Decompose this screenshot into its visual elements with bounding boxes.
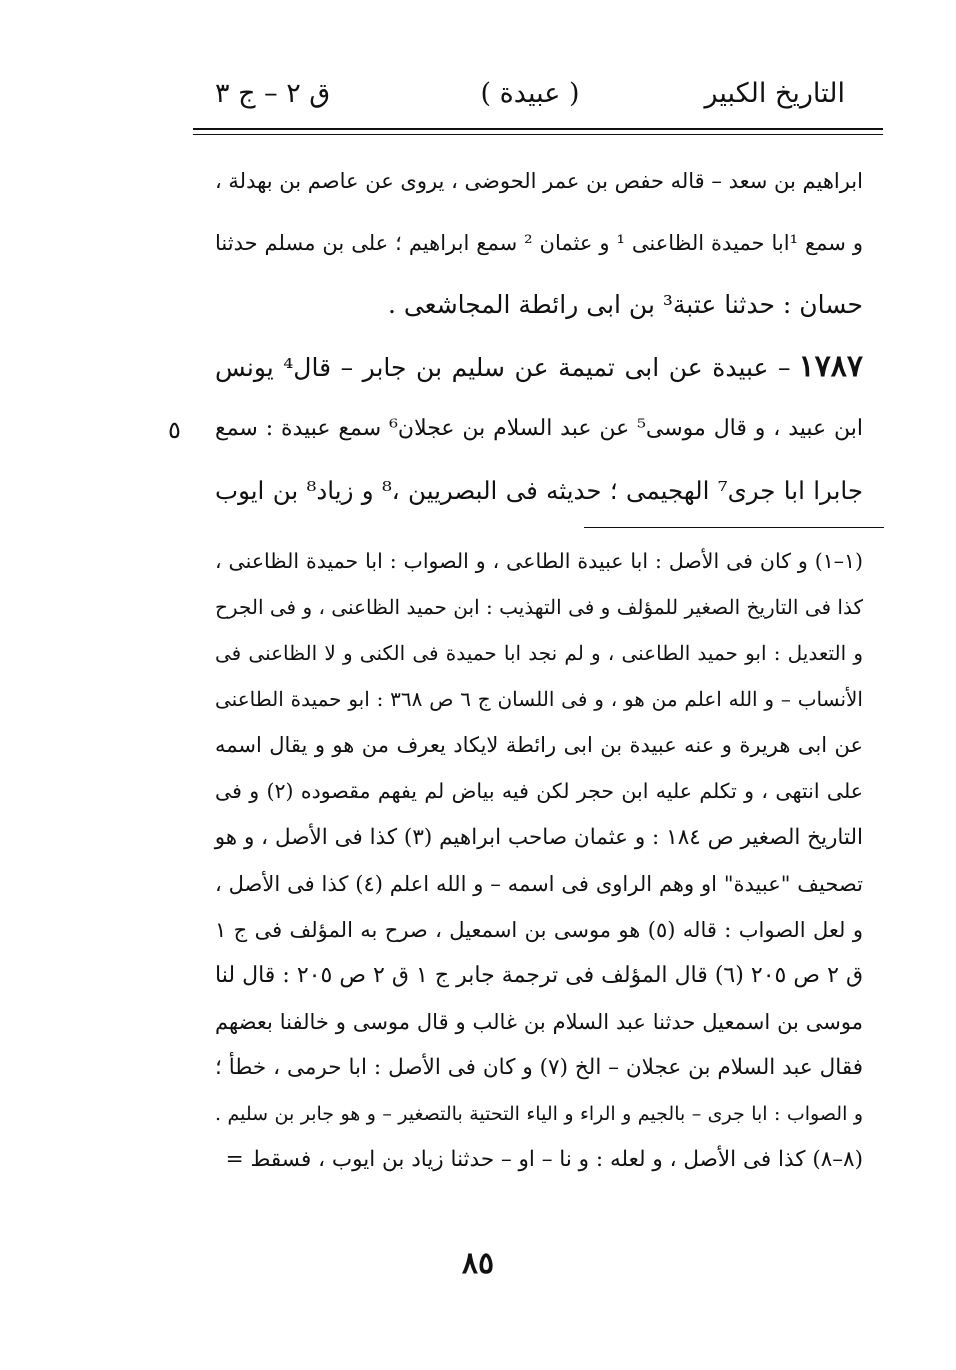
footnote-line: كذا فى التاريخ الصغير للمؤلف و فى التهذيب : ابن حميد الظاعنى ، و فى الجرح: [215, 595, 863, 620]
text-line: ابراهيم بن سعد – قاله حفص بن عمر الحوضى ، يروى عن عاصم بن بهدلة ،: [214, 169, 863, 193]
footnote-line: تصحيف "عبيدة" او وهم الراوى فى اسمه – و الله اعلم (٤) كذا فى الأصل ،: [215, 871, 863, 896]
footnote-line: التاريخ الصغير ص ١٨٤ : و عثمان صاحب ابراهيم (٣) كذا فى الأصل ، و هو: [214, 824, 863, 850]
footnote-line: فقال عبد السلام بن عجلان – الخ (٧) و كان فى الأصل : ابا حرمى ، خطأ ؛: [215, 1055, 863, 1081]
footnote-line: (١–١) و كان فى الأصل : ابا عبيدة الطاعى ، و الصواب : ابا حميدة الظاعنى ،: [215, 549, 863, 573]
running-header: [215, 78, 845, 122]
text-line: و سمع ¹ابا حميدة الظاعنى ¹ و عثمان ² سمع ابراهيم ؛ على بن مسلم حدثنا: [215, 231, 864, 255]
text-line: جابرا ابا جرى⁷ الهجيمى ؛ حديثه فى البصريين ،⁸ و زياد⁸ بن ايوب: [215, 476, 863, 505]
main-text: [215, 150, 863, 522]
text-line: حسان : حدثنا عتبة³ بن ابى رائطة المجاشعى .: [387, 290, 863, 319]
header-rule-thick: [193, 128, 883, 130]
entry-number: ١٧٨٧: [798, 349, 863, 384]
footnote-line: و الصواب : ابا جرى – بالجيم و الراء و الياء التحتية بالتصغير – و هو جابر بن سليم .: [215, 1103, 863, 1126]
footnote-line: عن ابى هريرة و عنه عبيدة بن ابى رائطة لايكاد يعرف من هو و يقال اسمه: [215, 733, 863, 758]
footnote-line: (٨–٨) كذا فى الأصل ، و لعله : و نا – او – حدثنا زياد بن ايوب ، فسقط =: [225, 1147, 863, 1173]
footnote-line: على انتهى ، و تكلم عليه ابن حجر لكن فيه بياض لم يفهم مقصوده (٢) و فى: [215, 779, 863, 804]
footnote-separator: [584, 527, 884, 528]
section-topic: ( عبيدة ): [480, 78, 580, 109]
entry-text: – عبيدة عن ابى تميمة عن سليم بن جابر – قال⁴ يونس: [215, 353, 791, 382]
page-number: ٨٥: [461, 1246, 495, 1281]
footnote-line: ق ٢ ص ٢٠٥ (٦) قال المؤلف فى ترجمة جابر ج ١ ق ٢ ص ٢٠٥ : قال لنا: [215, 962, 864, 988]
margin-line-number: ٥: [168, 416, 181, 444]
entry-line: [215, 336, 863, 398]
footnotes: [215, 538, 863, 1183]
footnote-line: موسى بن اسمعيل حدثنا عبد السلام بن غالب و قال موسى و خالفنا بعضهم: [215, 1009, 863, 1034]
text-line: ابن عبيد ، و قال موسى⁵ عن عبد السلام بن عجلان⁶ سمع عبيدة : سمع: [215, 416, 864, 441]
footnote-line: الأنساب – و الله اعلم من هو ، و فى اللسان ج ٦ ص ٣٦٨ : ابو حميدة الطاعنى: [215, 687, 863, 712]
footnote-line: و لعل الصواب : قاله (٥) هو موسى بن اسمعيل ، صرح به المؤلف فى ج ١: [215, 917, 863, 942]
book-title: التاريخ الكبير: [704, 78, 845, 109]
footnote-line: و التعديل : ابو حميد الطاعنى ، و لم نجد ابا حميدة فى الكنى و لا الظاعنى فى: [215, 641, 863, 666]
volume-part: ق ٢ – ج ٣: [215, 78, 331, 109]
header-rule-thin: [193, 134, 883, 135]
